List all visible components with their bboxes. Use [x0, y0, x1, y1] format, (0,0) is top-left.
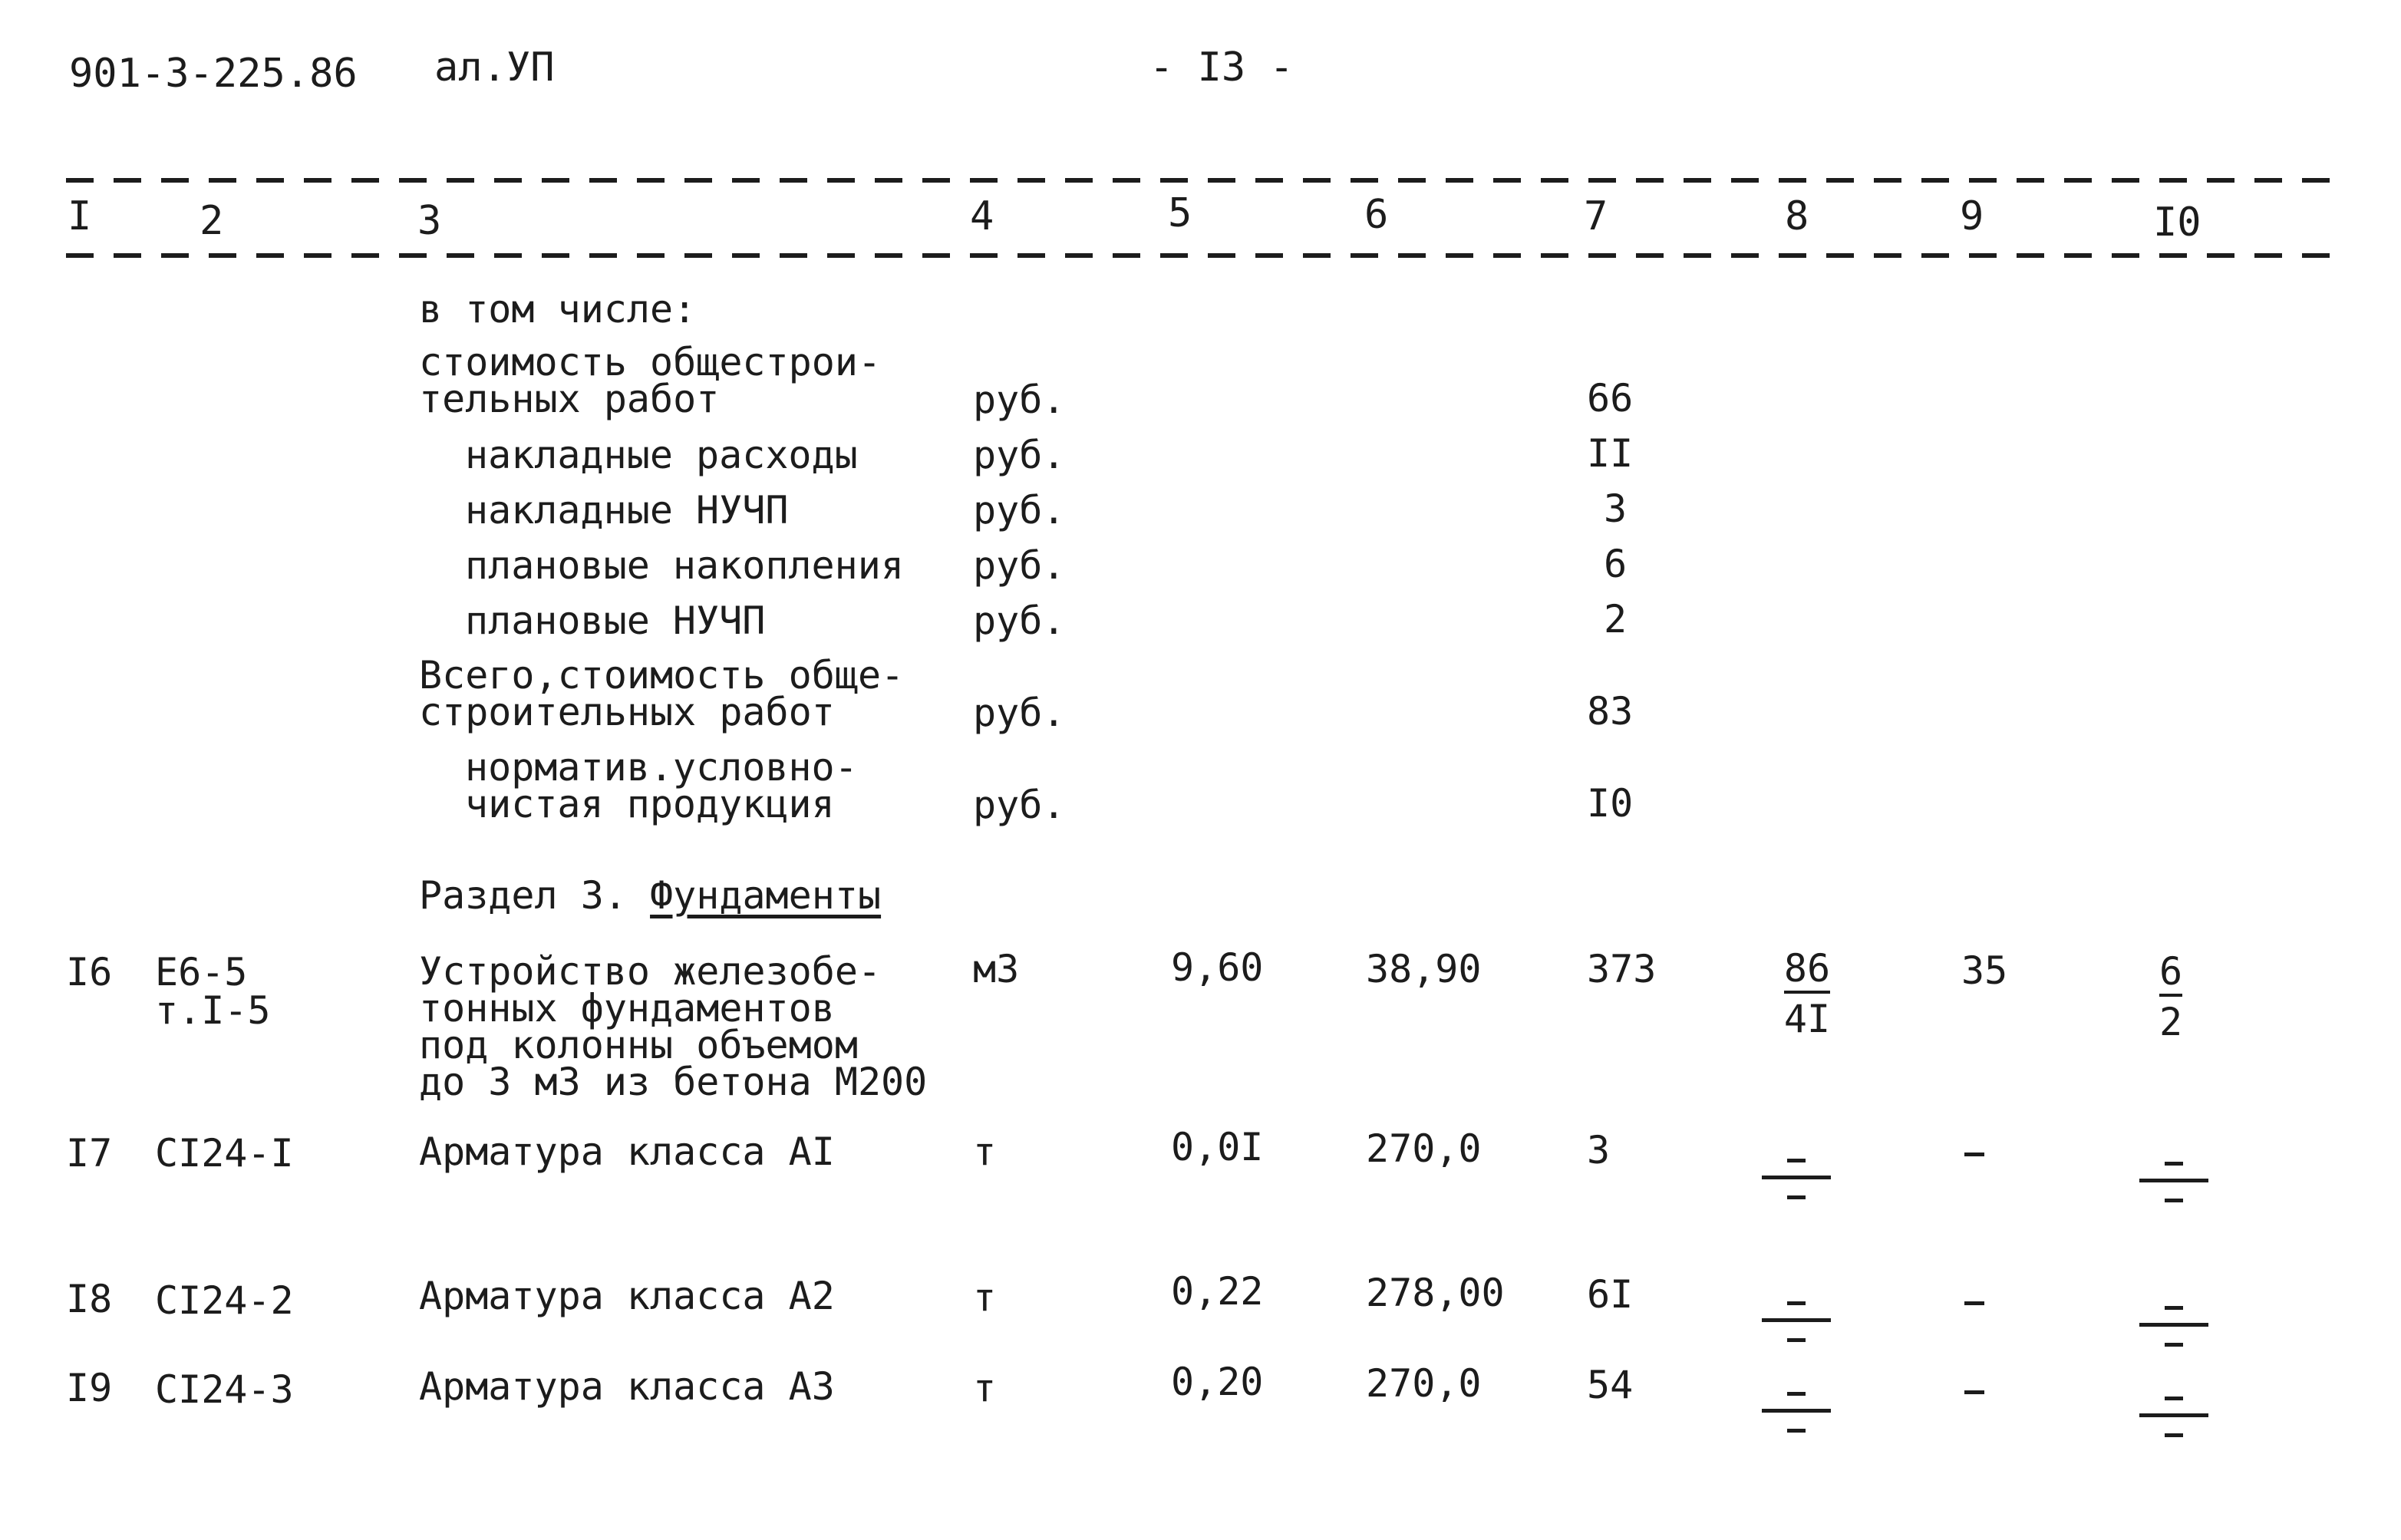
document-code: 901-3-225.86 [69, 51, 358, 97]
subtotal-value: II [1587, 431, 1634, 476]
page-number: - I3 - [1149, 45, 1294, 91]
subtotal-label: накладные НУЧП [465, 488, 789, 533]
ditto-mark-col8 [1762, 1153, 1831, 1206]
sheet-label: ал.УП [434, 45, 555, 91]
subtotal-unit: руб. [973, 488, 1066, 533]
row-quantity: 9,60 [1171, 945, 1264, 990]
col-header-9: 9 [1960, 193, 1984, 239]
row-price: 270,0 [1366, 1361, 1482, 1406]
subtotal-value: 6 [1604, 542, 1628, 586]
row-quantity: 0,22 [1171, 1269, 1264, 1314]
row-total: 3 [1587, 1128, 1611, 1172]
ditto-mark-col8 [1762, 1295, 1831, 1349]
table-top-rule [66, 178, 2345, 183]
subtotal-unit: руб. [973, 599, 1066, 643]
row-total: 373 [1587, 947, 1657, 991]
subtotal-unit: руб. [973, 378, 1066, 422]
fraction-denominator: 2 [2159, 1000, 2183, 1044]
row-unit: м3 [973, 947, 1020, 991]
subtotal-label: плановые накопления [465, 543, 904, 588]
subtotal-label: накладные расходы [465, 433, 858, 477]
row-number: I6 [66, 950, 113, 994]
subtotal-unit: руб. [973, 691, 1066, 735]
col-header-6: 6 [1364, 192, 1389, 238]
row-price: 270,0 [1366, 1126, 1482, 1171]
fraction-numerator: 86 [1784, 946, 1830, 994]
col-header-1: I [68, 193, 92, 239]
col-header-8: 8 [1785, 193, 1809, 239]
row-col8-fraction [1773, 947, 1842, 1040]
section-prefix: Раздел 3. [419, 873, 627, 918]
subtotal-label: плановые НУЧП [465, 599, 766, 643]
ditto-mark-col10 [2139, 1300, 2208, 1354]
dash-mark-col9 [1964, 1301, 1984, 1305]
col-header-3: 3 [417, 198, 442, 244]
subtotal-label: Всего,стоимость обще- строительных работ [419, 653, 905, 734]
row-code: СI24-3 [155, 1367, 294, 1412]
subtotal-value: 83 [1587, 689, 1634, 734]
subtotal-value: 2 [1604, 597, 1628, 641]
row-description: Устройство железобе- тонных фундаментов под колонны объемом до 3 м3 из бетона М200 [419, 949, 928, 1104]
fraction-denominator: 4I [1783, 997, 1831, 1041]
ditto-mark-col10 [2139, 1390, 2208, 1444]
subtotal-unit: руб. [973, 543, 1066, 588]
row-quantity: 0,0I [1171, 1125, 1264, 1169]
row-price: 38,90 [1366, 947, 1482, 991]
row-code: СI24-I [155, 1131, 294, 1176]
subtotal-caption: в том числе: [419, 287, 697, 331]
ditto-mark-col8 [1762, 1386, 1831, 1439]
ditto-mark-col10 [2139, 1156, 2208, 1209]
row-number: I9 [66, 1366, 113, 1410]
row-unit: т [973, 1366, 997, 1410]
dash-mark-col9 [1964, 1390, 1984, 1394]
subtotal-value: 66 [1587, 376, 1634, 420]
row-unit: т [973, 1275, 997, 1320]
row-unit: т [973, 1129, 997, 1174]
row-code: Е6-5 т.I-5 [155, 950, 271, 1033]
row-price: 278,00 [1366, 1271, 1505, 1315]
col-header-4: 4 [970, 193, 994, 239]
subtotal-unit: руб. [973, 433, 1066, 477]
section-heading [419, 873, 882, 918]
row-col10-fraction [2136, 950, 2205, 1044]
row-number: I7 [66, 1131, 113, 1176]
subtotal-unit: руб. [973, 783, 1066, 827]
row-total: 54 [1587, 1363, 1634, 1407]
col-header-7: 7 [1584, 193, 1608, 239]
row-description: Арматура класса АI [419, 1129, 835, 1174]
subtotal-value: I0 [1587, 781, 1634, 826]
row-code: СI24-2 [155, 1278, 294, 1323]
table-header-rule [66, 253, 2345, 258]
row-description: Арматура класса А3 [419, 1364, 835, 1409]
row-number: I8 [66, 1277, 113, 1321]
section-title: Фундаменты [650, 873, 882, 918]
row-quantity: 0,20 [1171, 1360, 1264, 1404]
dash-mark-col9 [1964, 1153, 1984, 1156]
col-header-5: 5 [1168, 190, 1192, 236]
row-col9: 35 [1961, 948, 2008, 993]
fraction-numerator: 6 [2159, 949, 2182, 997]
col-header-10: I0 [2153, 200, 2201, 246]
subtotal-label: стоимость общестрои- тельных работ [419, 340, 882, 421]
subtotal-value: 3 [1604, 486, 1628, 531]
subtotal-label: норматив.условно- чистая продукция [465, 745, 858, 826]
col-header-2: 2 [200, 198, 224, 244]
row-total: 6I [1587, 1272, 1634, 1317]
row-description: Арматура класса А2 [419, 1274, 835, 1318]
